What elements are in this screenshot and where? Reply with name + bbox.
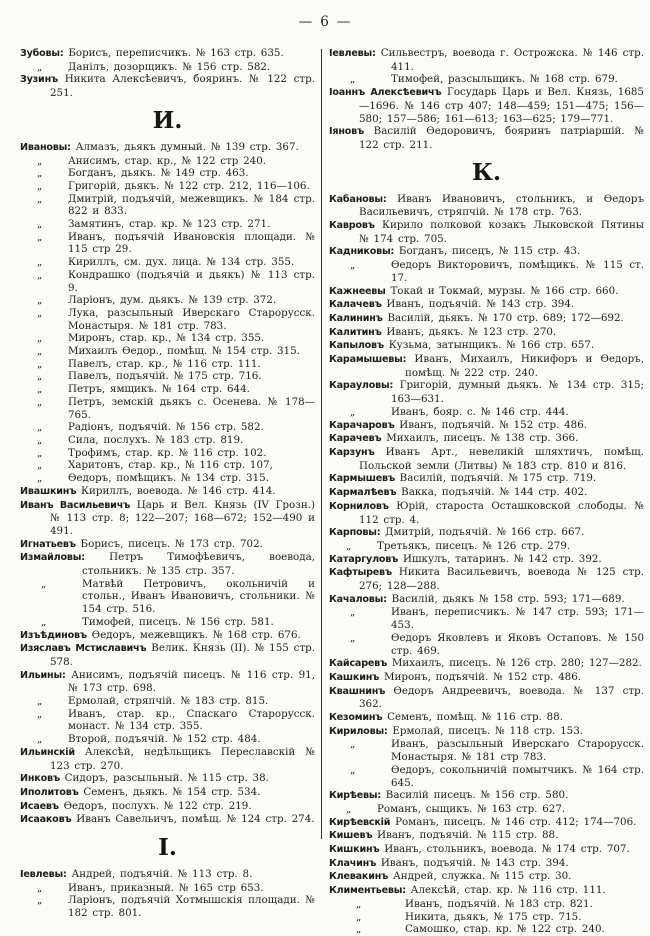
- index-entry: [20, 894, 315, 919]
- index-entry: [329, 685, 644, 711]
- surname-headword: Іевлевы:: [20, 869, 67, 881]
- index-entry: [329, 843, 644, 857]
- surname-headword: Ильины:: [20, 669, 66, 681]
- ditto-mark: „: [346, 539, 352, 552]
- surname-headword: Карачаровъ: [329, 419, 395, 431]
- entry-text: Анисимъ, стар. кр., № 122 стр 240.: [68, 154, 267, 167]
- index-entry: [20, 485, 315, 499]
- index-entry: [20, 616, 315, 629]
- entry-text: Петръ, земскій дьякъ с. Осенева. № 178—765.: [68, 395, 315, 421]
- surname-headword: Карповы:: [329, 527, 381, 539]
- index-entry: [20, 746, 315, 772]
- surname-headword: Измайловы:: [20, 552, 85, 564]
- entry-text: Ѳедоръ, межевщикъ. № 168 стр. 676.: [91, 628, 301, 641]
- index-entry: [329, 764, 644, 789]
- entry-text: Кириллъ, см. дух. лица. № 134 стр. 355.: [68, 256, 295, 269]
- entry-text: Велик. Князь (II). № 155 стр. 578.: [50, 642, 316, 668]
- entry-text: Иванъ, подъячій. № 143 стр. 394.: [380, 856, 569, 869]
- ditto-mark: „: [37, 370, 43, 383]
- surname-headword: Іяновъ: [329, 126, 365, 138]
- surname-headword: Кашкинъ: [329, 671, 380, 683]
- ditto-mark: „: [350, 606, 356, 619]
- index-entry: [329, 245, 644, 259]
- index-entry: [329, 500, 644, 526]
- entry-text: Никита Алексѣевичъ, бояринъ. № 122 стр. 251.: [50, 73, 315, 100]
- entry-text: Кирило полковой козакъ Лыковской Пятины № 174 стр. 705.: [359, 219, 645, 245]
- index-entry: [329, 803, 644, 816]
- index-entry: [329, 86, 644, 125]
- entry-text: Иванъ, стольникъ, воевода. № 174 стр. 707.: [384, 843, 630, 856]
- entry-text: Алексѣй, стар. кр. № 116 стр. 111.: [410, 884, 606, 897]
- index-entry: [329, 911, 644, 924]
- surname-headword: Исааковъ: [20, 814, 72, 826]
- entry-text: Иванъ Ивановичъ, стольникъ, и Ѳедоръ Васильевичъ, стряпчій. № 178 стр. 763.: [359, 192, 644, 219]
- ditto-mark: „: [350, 405, 356, 418]
- ditto-mark: „: [346, 802, 352, 815]
- ditto-mark: „: [37, 472, 43, 485]
- entry-text: Иванъ, переписчикъ. № 147 стр. 593; 171—453.: [391, 606, 644, 632]
- ditto-mark: „: [37, 60, 43, 73]
- index-entry: [20, 141, 315, 155]
- entry-text: Данілъ, дозорщикъ. № 156 стр. 582.: [68, 60, 271, 73]
- entry-text: Лука, разсыльный Иверскаго Старорусск. Монастыря. № 181 стр. 783.: [68, 306, 315, 332]
- surname-headword: Корниловъ: [329, 500, 389, 512]
- index-entry: [329, 379, 644, 405]
- ditto-mark: „: [37, 306, 43, 319]
- surname-headword: Квашнинъ: [329, 685, 386, 697]
- surname-headword: Исаевъ: [20, 800, 59, 812]
- entry-text: Кузьма, затынщикъ. № 166 стр. 657.: [388, 339, 595, 352]
- ditto-mark: „: [41, 615, 47, 628]
- index-entry: [20, 332, 315, 345]
- entry-text: Василій, подъячій. № 175 стр. 719.: [399, 472, 597, 485]
- entry-text: Михаилъ, писецъ. № 138 стр. 366.: [386, 432, 579, 445]
- entry-text: Вакка, подъячій. № 144 стр. 402.: [401, 486, 588, 499]
- index-entry: [329, 353, 644, 379]
- index-entry: [329, 472, 644, 486]
- page-number-dash-right: —: [336, 14, 352, 30]
- entry-text: Государь Царь и Вел. Князь, 1685—1696. № 146 стр 407; 148—459; 151—475; 156—580; 157—586; 161—613; 163—625; 179—771.: [359, 86, 644, 125]
- index-entry: [20, 868, 315, 882]
- page-number-value: 6: [320, 14, 330, 30]
- index-entry: [20, 800, 315, 814]
- entry-text: Андрей, служка. № 115 стр. 30.: [392, 870, 572, 883]
- index-entry: [329, 47, 644, 73]
- index-entry: [20, 155, 315, 168]
- surname-headword: Калининъ: [329, 312, 383, 324]
- index-entry: [20, 459, 315, 472]
- ditto-mark: „: [37, 256, 43, 269]
- entry-text: Андрей, подъячій. № 113 стр. 8.: [71, 868, 253, 881]
- entry-text: Ѳедоръ, помѣщикъ. № 134 стр. 315.: [68, 472, 269, 485]
- index-entry: [329, 816, 644, 830]
- entry-text: Ларіонъ, подъячій Хотмышскія площади. № 182 стр. 801.: [68, 894, 315, 920]
- index-entry: [20, 578, 315, 616]
- index-entry: [329, 884, 644, 898]
- surname-headword: Кишкинъ: [329, 844, 380, 856]
- entry-text: Василій, дьякъ. № 170 стр. 689; 172—692.: [387, 311, 624, 324]
- entry-text: Иванъ, Михаилъ, Никифоръ и Ѳедоръ, помѣщ. № 222 стр. 240.: [405, 353, 645, 379]
- surname-headword: Климентьевы:: [329, 885, 406, 897]
- entry-text: Богданъ, писецъ, № 115 стр. 43.: [398, 245, 581, 258]
- entry-text: Василій писецъ. № 156 стр. 580.: [385, 789, 569, 802]
- surname-headword: Карачевъ: [329, 433, 382, 445]
- surname-headword: Кавровъ: [329, 220, 375, 232]
- entry-text: Сидоръ, разсыльный. № 115 стр. 38.: [64, 772, 269, 785]
- entry-text: Матвѣй Петровичъ, окольничій и стольн., Иванъ Ивановичъ, стольники. № 154 стр. 516.: [82, 577, 315, 616]
- index-entry: [20, 307, 315, 332]
- index-entry: [329, 593, 644, 607]
- surname-headword: Кишевъ: [329, 830, 373, 842]
- entry-text: Иванъ, подъячій. № 143 стр. 394.: [386, 298, 575, 311]
- entry-text: Иванъ Савельичъ, помѣщ. № 124 стр. 274.: [76, 813, 315, 826]
- index-entry: [20, 499, 315, 538]
- ditto-mark: „: [37, 395, 43, 408]
- surname-headword: Иполитовъ: [20, 786, 79, 798]
- index-entry: [20, 167, 315, 180]
- ditto-mark: „: [37, 167, 43, 180]
- surname-headword: Кадниковы:: [329, 246, 395, 258]
- index-entry: [20, 193, 315, 218]
- index-entry: [20, 180, 315, 193]
- surname-headword: Кириловы:: [329, 725, 388, 737]
- index-entry: [329, 657, 644, 671]
- ditto-mark: „: [37, 881, 43, 894]
- index-entry: [20, 786, 315, 800]
- ditto-mark: „: [37, 383, 43, 396]
- two-column-text-block: [0, 47, 650, 936]
- index-entry: [329, 923, 644, 936]
- index-entry: [329, 193, 644, 219]
- index-entry: [20, 772, 315, 786]
- surname-headword: Капыловъ: [329, 340, 384, 352]
- surname-headword: Кайсаревъ: [329, 658, 388, 670]
- section-letter-header: I.: [158, 834, 177, 862]
- index-entry: [329, 326, 644, 340]
- index-entry: [329, 446, 644, 472]
- entry-text: Царь и Вел. Князь (IV Грозн.) № 113 стр. 8; 122—207; 168—672; 152—490 и 491.: [50, 498, 315, 537]
- entry-text: Семенъ, дьякъ. № 154 стр. 534.: [83, 785, 261, 798]
- index-entry: [20, 73, 315, 99]
- surname-headword: Кажнеевы: [329, 285, 386, 297]
- index-entry: [20, 733, 315, 746]
- index-entry: [329, 671, 644, 685]
- entry-text: Никита Васильевичъ, воевода № 125 стр. 276; 128—288.: [359, 566, 644, 593]
- index-entry: [329, 312, 644, 326]
- surname-headword: Клачинъ: [329, 857, 377, 869]
- entry-text: Иванъ, подъячій. № 152 стр. 486.: [399, 418, 588, 431]
- ditto-mark: „: [37, 179, 43, 192]
- index-entry: [329, 870, 644, 884]
- index-entry: [329, 486, 644, 500]
- entry-text: Ѳедоръ Андреевичъ, воевода. № 137 стр. 362.: [359, 684, 644, 711]
- column-divider-rule: [321, 49, 322, 839]
- index-entry: [20, 269, 315, 294]
- entry-text: Радіонъ, подъячій. № 156 стр. 582.: [68, 421, 264, 434]
- ditto-mark: „: [37, 357, 43, 370]
- entry-text: Иванъ, подъячій Ивановскія площади. № 115 стр 29.: [68, 230, 315, 256]
- index-entry: [329, 632, 644, 657]
- ditto-mark: „: [37, 707, 43, 720]
- index-entry: [329, 540, 644, 553]
- index-entry: [20, 370, 315, 383]
- entry-text: Иванъ, подъячій. № 115 стр. 88.: [377, 829, 559, 842]
- surname-headword: Иванъ Васильевичъ: [20, 499, 131, 511]
- index-entry: [329, 725, 644, 739]
- surname-headword: Ильинскій: [20, 746, 75, 758]
- entry-text: Иванъ, стар. кр., Спаскаго Старорусск. монаст. № 134 стр. 355.: [68, 707, 315, 733]
- index-entry: [329, 419, 644, 433]
- index-entry: [329, 73, 644, 86]
- index-entry: [20, 61, 315, 74]
- entry-text: Ѳедоръ Яковлевъ и Яковъ Остаповъ. № 150 стр. 469.: [391, 631, 644, 657]
- entry-text: Петръ Тимофѣевичъ, воевода, стольникъ. № 135 стр. 357.: [82, 551, 316, 578]
- ditto-mark: „: [37, 192, 43, 205]
- ditto-mark: „: [37, 459, 43, 472]
- index-entry: [329, 526, 644, 540]
- entry-text: Романъ, сыщикъ. № 163 стр. 627.: [377, 802, 566, 815]
- ditto-mark: „: [350, 259, 356, 272]
- ditto-mark: „: [37, 433, 43, 446]
- ditto-mark: „: [356, 897, 362, 910]
- entry-text: Василій, дьякъ № 158 стр. 593; 171—689.: [391, 592, 625, 605]
- index-entry: [20, 358, 315, 371]
- entry-text: Ермолай, стряпчій. № 183 стр. 815.: [68, 695, 269, 708]
- entry-text: Борисъ, писецъ. № 173 стр. 702.: [80, 537, 263, 550]
- ditto-mark: „: [356, 923, 362, 936]
- surname-headword: Карамышевы:: [329, 354, 407, 366]
- entry-text: Алексѣй, недѣльщикъ Переславскій № 123 стр. 270.: [50, 745, 315, 772]
- ditto-mark: „: [356, 910, 362, 923]
- ditto-mark: „: [41, 577, 47, 590]
- entry-text: Григорій, дьякъ. № 122 стр. 212, 116—106.: [68, 179, 310, 192]
- entry-text: Дмитрій, подъячій. № 166 стр. 667.: [385, 526, 585, 539]
- entry-text: Иванъ Арт., невеликій шляхтичъ, помѣщ. Польской земли (Литвы) № 183 стр. 810 и 816.: [359, 445, 644, 472]
- ditto-mark: „: [37, 268, 43, 281]
- index-entry: [329, 553, 644, 567]
- entry-text: Токай и Токмай, мурзы. № 166 стр. 660.: [390, 284, 619, 297]
- entry-text: Харитонъ, стар. кр., № 116 стр. 107,: [68, 459, 273, 472]
- index-entry: [20, 345, 315, 358]
- entry-text: Кондрашко (подъячій и дьякъ) № 113 стр. 9.: [68, 268, 315, 294]
- ditto-mark: „: [350, 763, 356, 776]
- surname-headword: Кармышевъ: [329, 473, 395, 485]
- entry-text: Никита, дьякъ, № 175 стр. 715.: [405, 910, 582, 923]
- entry-text: Борисъ, переписчикъ. № 163 стр. 635.: [68, 47, 284, 59]
- surname-headword: Игнатьевъ: [20, 538, 76, 550]
- surname-headword: Карзунъ: [329, 446, 375, 458]
- surname-headword: Кабановы:: [329, 193, 387, 205]
- entry-text: Ѳедоръ, послухъ. № 122 стр. 219.: [63, 799, 252, 812]
- surname-headword: Изъѣдиновъ: [20, 629, 87, 641]
- entry-text: Ларіонъ, дум. дьякъ. № 139 стр. 372.: [68, 294, 277, 307]
- entry-text: Юрій, староста Осташковской слободы. № 112 стр. 4.: [359, 499, 644, 526]
- entry-text: Петръ, ямщикъ. № 164 стр. 644.: [68, 383, 250, 396]
- index-entry: [20, 447, 315, 460]
- surname-headword: Клевакинъ: [329, 871, 389, 883]
- entry-text: Семенъ, помѣщ. № 116 стр. 88.: [387, 711, 563, 724]
- index-entry: [20, 472, 315, 485]
- surname-headword: Кезоминъ: [329, 712, 383, 724]
- entry-text: Сила, послухъ. № 183 стр. 819.: [68, 433, 244, 446]
- index-entry: [20, 708, 315, 733]
- surname-headword: Карауловы:: [329, 380, 394, 392]
- surname-headword: Кирѣевы:: [329, 790, 381, 802]
- index-entry: [329, 857, 644, 871]
- index-entry: [20, 421, 315, 434]
- surname-headword: Кафтыревъ: [329, 567, 392, 579]
- index-entry: [20, 256, 315, 269]
- index-entry: [20, 396, 315, 421]
- surname-headword: Кирѣевскій: [329, 816, 391, 828]
- index-entry: [329, 566, 644, 592]
- section-letter-header: И.: [152, 106, 183, 134]
- index-entry: [20, 669, 315, 695]
- index-entry: [329, 789, 644, 803]
- entry-text: Павелъ, стар. кр., № 116 стр. 111.: [68, 357, 261, 370]
- entry-text: Василій Ѳедоровичъ, бояринъ патріаршій. № 122 стр. 211.: [359, 125, 644, 151]
- left-column: [0, 47, 322, 920]
- ditto-mark: „: [350, 73, 356, 86]
- ditto-mark: „: [37, 230, 43, 243]
- surname-headword: Качаловы:: [329, 593, 387, 605]
- index-entry: [20, 629, 315, 643]
- index-entry: [329, 259, 644, 284]
- index-entry: [20, 231, 315, 256]
- page-number-dash-left: —: [298, 14, 314, 30]
- index-entry: [20, 551, 315, 577]
- index-entry: [20, 294, 315, 307]
- index-entry: [329, 406, 644, 419]
- entry-text: Кириллъ, воевода. № 146 стр. 414.: [81, 484, 276, 497]
- ditto-mark: „: [37, 154, 43, 167]
- entry-text: Миронъ, подъячій. № 152 стр. 486.: [383, 670, 582, 683]
- index-entry: [20, 383, 315, 396]
- entry-text: Иванъ, приказный. № 165 стр 653.: [68, 881, 264, 894]
- entry-text: Ѳедоръ, сокольничій помытчикъ. № 164 стр. 645.: [391, 763, 644, 789]
- entry-text: Ишкулъ, татаринъ. № 142 стр. 392.: [402, 552, 602, 565]
- surname-headword: Изяславъ Мстиславичъ: [20, 643, 147, 655]
- entry-text: Иванъ, подъячій. № 183 стр. 821.: [405, 897, 593, 910]
- entry-text: Григорій, думный дьякъ. № 134 стр. 315; 163—631.: [391, 379, 644, 406]
- surname-headword: Зубовы:: [20, 48, 64, 59]
- entry-text: Михаилъ, писецъ. № 126 стр. 280; 127—282.: [391, 657, 642, 670]
- index-entry: [329, 829, 644, 843]
- index-entry: [20, 47, 315, 61]
- index-entry: [329, 738, 644, 763]
- page-number: [0, 14, 650, 30]
- index-entry: [20, 882, 315, 895]
- ditto-mark: „: [37, 421, 43, 434]
- surname-headword: Калачевъ: [329, 299, 382, 311]
- index-entry: [20, 813, 315, 827]
- index-entry: [329, 298, 644, 312]
- surname-headword: Калитинъ: [329, 326, 382, 338]
- entry-text: Третьякъ, писецъ. № 126 стр. 279.: [377, 539, 571, 552]
- ditto-mark: „: [37, 332, 43, 345]
- ditto-mark: „: [37, 218, 43, 231]
- entry-text: Тимофей, писецъ. № 156 стр. 581.: [82, 615, 274, 628]
- entry-text: Миронъ, стар. кр., № 134 стр. 355.: [68, 332, 265, 345]
- index-entry: [329, 125, 644, 151]
- index-entry: [329, 219, 644, 245]
- surname-headword: Кармалѣевъ: [329, 487, 397, 499]
- surname-headword: Ивашкинъ: [20, 485, 77, 497]
- ditto-mark: „: [37, 733, 43, 746]
- ditto-mark: „: [37, 446, 43, 459]
- entry-text: Романъ, писецъ. № 146 стр. 412; 174—706.: [395, 815, 637, 828]
- section-letter-header: К.: [472, 158, 501, 186]
- entry-text: Алмазъ, дьякъ думный. № 139 стр. 367.: [75, 140, 299, 153]
- right-column: [322, 47, 650, 936]
- index-entry: [329, 606, 644, 631]
- ditto-mark: „: [37, 894, 43, 907]
- surname-headword: Зузинъ: [20, 74, 59, 86]
- index-entry: [329, 285, 644, 299]
- entry-text: Тимофей, разсыльщикъ. № 168 стр. 679.: [391, 73, 618, 86]
- ditto-mark: „: [350, 738, 356, 751]
- entry-text: Иванъ, разсыльный Иверскаго Старорусск. Монастыря. № 181 стр 783.: [391, 738, 644, 764]
- entry-text: Иванъ, дьякъ. № 123 стр. 270.: [386, 325, 557, 338]
- entry-text: Замятинъ, стар. кр. № 123 стр. 271.: [68, 218, 271, 231]
- entry-text: Ермолай, писецъ. № 118 стр. 153.: [392, 724, 584, 737]
- entry-text: Анисимъ, подъячій писецъ. № 116 стр. 91, № 173 стр. 698.: [68, 668, 316, 695]
- ditto-mark: „: [37, 695, 43, 708]
- index-entry: [20, 434, 315, 447]
- entry-text: Трофимъ, стар. кр. № 116 стр. 102.: [68, 446, 267, 459]
- ditto-mark: „: [37, 294, 43, 307]
- ditto-mark: „: [37, 345, 43, 358]
- entry-text: Павелъ, подъячій. № 175 стр. 716.: [68, 370, 262, 383]
- index-entry: [20, 538, 315, 552]
- index-entry: [20, 642, 315, 668]
- surname-headword: Катаргуловъ: [329, 553, 399, 565]
- entry-text: Ѳедоръ Викторовичъ, помѣщикъ. № 115 ст. 17.: [391, 259, 644, 284]
- index-entry: [329, 432, 644, 446]
- entry-text: Богданъ, дьякъ. № 149 стр. 463.: [68, 167, 249, 180]
- index-entry: [20, 218, 315, 231]
- entry-text: Самошко, стар. кр. № 122 стр. 240.: [405, 923, 605, 936]
- entry-text: Михаилъ Ѳедор., помѣщ. № 154 стр. 315.: [68, 345, 300, 358]
- index-entry: [329, 711, 644, 725]
- entry-text: Иванъ, бояр. с. № 146 стр. 444.: [391, 405, 569, 418]
- index-entry: [329, 898, 644, 911]
- ditto-mark: „: [350, 631, 356, 644]
- entry-text: Сильвестръ, воевода г. Острожска. № 146 стр. 411.: [380, 47, 644, 73]
- surname-headword: Іевлевы:: [329, 48, 376, 59]
- entry-text: Дмитрій, подъячій, межевщикъ. № 184 стр. 822 и 833.: [68, 192, 315, 218]
- entry-text: Второй, подъячій. № 152 стр. 484.: [68, 733, 261, 746]
- surname-headword: Инковъ: [20, 773, 60, 785]
- index-entry: [329, 339, 644, 353]
- surname-headword: Ивановы:: [20, 141, 71, 153]
- index-entry: [20, 695, 315, 708]
- surname-headword: Іоаннъ Алексѣевичъ: [329, 87, 442, 99]
